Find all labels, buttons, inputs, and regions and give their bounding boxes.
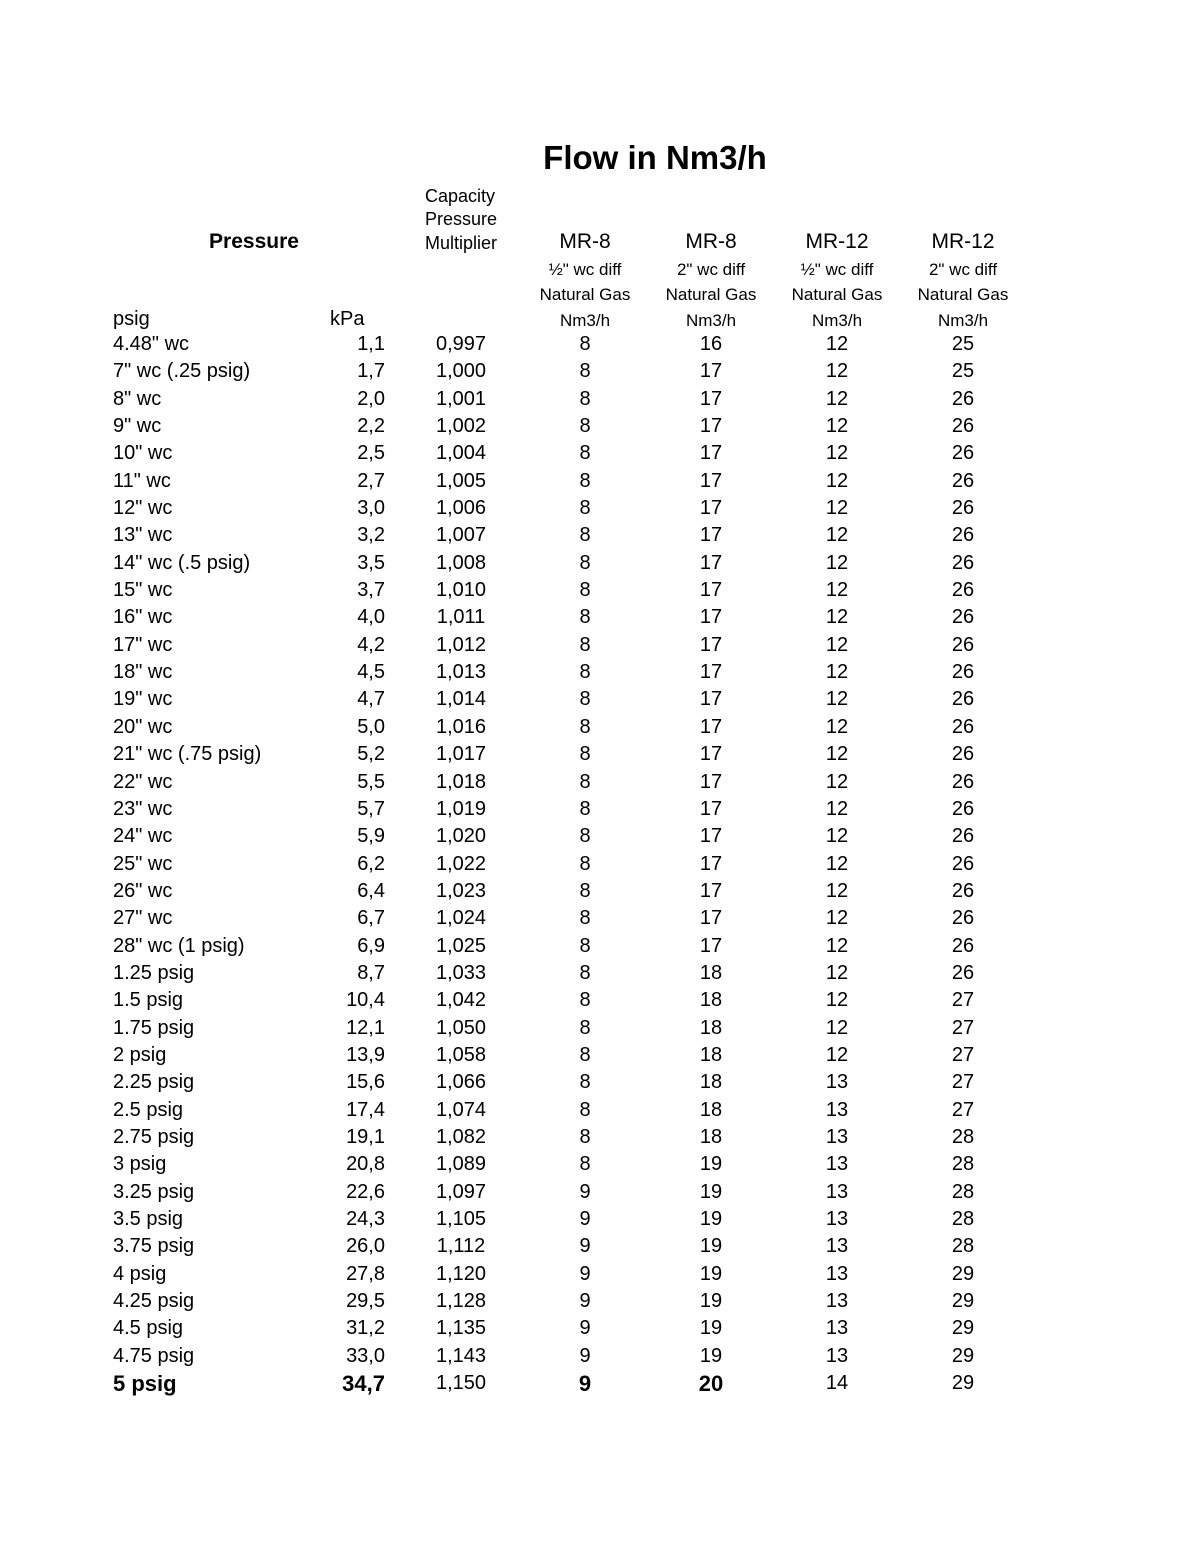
cell-mr12-2wc-flow: 26 [951,825,975,848]
cell-pressure-psig: 12" wc [113,497,173,520]
cell-pressure-kpa: 2,7 [357,469,385,492]
cell-mr12-half-wc-flow: 13 [825,1317,849,1340]
cell-mr12-half-wc-flow: 12 [825,770,849,793]
cell-mr8-half-wc-flow: 9 [579,1208,591,1230]
cell-pressure-psig: 23" wc [113,797,173,820]
cell-mr8-2wc-flow: 17 [699,633,723,656]
cell-mr12-2wc-flow: 27 [951,1098,975,1121]
cell-mr8-2wc-flow: 17 [699,743,723,766]
cell-mr12-2wc-flow: 29 [951,1262,975,1285]
cell-mr12-2wc-flow: 28 [951,1208,975,1230]
cell-capacity-multiplier: 1,020 [435,825,487,848]
cell-capacity-multiplier: 1,089 [435,1153,487,1176]
cell-mr12-2wc-flow: 26 [951,469,975,492]
cell-mr8-half-wc-flow: 8 [579,852,591,875]
cell-mr8-2wc-flow: 17 [699,579,723,602]
cell-pressure-psig: 4.5 psig [113,1317,184,1340]
cell-mr12-2wc-flow: 26 [951,497,975,520]
cell-pressure-kpa: 15,6 [346,1071,385,1094]
cell-mr12-2wc-flow: 27 [951,989,975,1012]
cell-capacity-multiplier: 0,997 [435,333,487,355]
psig-column-label: psig [113,308,150,330]
cell-mr12-half-wc-flow: 12 [825,715,849,738]
cell-mr12-half-wc-flow: 12 [825,387,849,410]
cell-mr8-2wc-flow: 20 [698,1371,724,1397]
column-header-mr8-half-diff: ½" wc diff [548,260,622,280]
cell-pressure-kpa: 2,5 [357,442,385,465]
column-header-mr8-half-model: MR-8 [559,229,611,253]
cell-mr8-2wc-flow: 18 [699,1043,723,1066]
cell-mr8-2wc-flow: 17 [699,934,723,957]
cell-pressure-kpa: 24,3 [346,1208,385,1230]
cell-pressure-kpa: 6,4 [357,879,385,902]
cell-mr8-2wc-flow: 19 [699,1153,723,1176]
cell-mr12-half-wc-flow: 13 [825,1071,849,1094]
cell-pressure-psig: 8" wc [113,387,162,410]
cell-mr12-half-wc-flow: 12 [825,907,849,930]
cell-mr8-half-wc-flow: 9 [579,1180,591,1203]
cell-pressure-kpa: 20,8 [346,1153,385,1176]
cell-capacity-multiplier: 1,002 [435,415,487,438]
cell-mr8-half-wc-flow: 8 [579,551,591,574]
cell-capacity-multiplier: 1,019 [435,797,487,820]
cell-mr8-half-wc-flow: 8 [579,879,591,902]
cell-mr8-2wc-flow: 19 [699,1262,723,1285]
cell-mr12-half-wc-flow: 12 [825,825,849,848]
cell-pressure-kpa: 5,9 [357,825,385,848]
cell-pressure-psig: 26" wc [113,879,173,902]
cell-capacity-multiplier: 1,050 [435,1016,487,1039]
cell-pressure-kpa: 4,5 [357,661,385,684]
cell-pressure-kpa: 5,5 [357,770,385,793]
cell-pressure-kpa: 4,2 [357,633,385,656]
cell-mr8-2wc-flow: 19 [699,1344,723,1367]
cell-mr12-half-wc-flow: 12 [825,360,849,383]
cell-mr12-half-wc-flow: 12 [825,442,849,465]
cell-mr8-2wc-flow: 18 [699,1125,723,1148]
column-header-mr8-2wc-gas: Natural Gas [665,285,757,305]
column-header-mr12-2wc-diff: 2" wc diff [928,260,998,280]
cell-mr8-half-wc-flow: 8 [579,606,591,629]
cell-mr8-half-wc-flow: 8 [579,387,591,410]
cell-mr12-half-wc-flow: 13 [825,1098,849,1121]
cell-mr8-half-wc-flow: 8 [579,333,591,355]
cell-capacity-multiplier: 1,150 [435,1372,487,1395]
page-title: Flow in Nm3/h [543,139,767,176]
column-header-mr8-2wc-diff: 2" wc diff [676,260,746,280]
cell-capacity-multiplier: 1,025 [435,934,487,957]
table-body [113,331,1026,1397]
cell-pressure-psig: 2.75 psig [113,1125,195,1148]
cell-mr12-2wc-flow: 26 [951,907,975,930]
cell-mr12-half-wc-flow: 14 [825,1372,849,1395]
cell-mr12-2wc-flow: 25 [951,333,975,355]
cell-mr8-2wc-flow: 17 [699,606,723,629]
cell-mr12-half-wc-flow: 13 [825,1180,849,1203]
cell-mr8-half-wc-flow: 9 [579,1344,591,1367]
cell-mr12-2wc-flow: 26 [951,633,975,656]
cell-capacity-multiplier: 1,014 [435,688,487,711]
cell-mr8-2wc-flow: 17 [699,524,723,547]
cell-mr12-2wc-flow: 26 [951,743,975,766]
cell-mr12-half-wc-flow: 12 [825,743,849,766]
cell-mr12-half-wc-flow: 12 [825,551,849,574]
cell-pressure-psig: 3.25 psig [113,1180,195,1203]
cell-capacity-multiplier: 1,042 [435,989,487,1012]
cell-mr8-2wc-flow: 17 [699,688,723,711]
cell-pressure-psig: 17" wc [113,633,173,656]
cell-pressure-psig: 24" wc [113,825,173,848]
cell-mr12-half-wc-flow: 12 [825,633,849,656]
cell-pressure-kpa: 3,5 [357,551,385,574]
cell-capacity-multiplier: 1,058 [435,1043,487,1066]
cell-mr8-half-wc-flow: 9 [579,1290,591,1313]
column-header-mr12-2wc-unit: Nm3/h [937,311,989,331]
cell-mr8-half-wc-flow: 8 [579,989,591,1012]
cell-mr8-2wc-flow: 18 [699,989,723,1012]
cell-capacity-multiplier: 1,008 [435,551,487,574]
cell-mr8-2wc-flow: 17 [699,661,723,684]
cell-mr12-half-wc-flow: 12 [825,989,849,1012]
cell-pressure-kpa: 1,7 [357,360,385,383]
cell-mr12-2wc-flow: 26 [951,879,975,902]
cell-mr8-2wc-flow: 19 [699,1317,723,1340]
cell-mr8-half-wc-flow: 9 [579,1235,591,1258]
cell-pressure-kpa: 1,1 [357,333,385,355]
cell-mr12-half-wc-flow: 12 [825,524,849,547]
cell-mr12-half-wc-flow: 13 [825,1344,849,1367]
cell-pressure-kpa: 22,6 [346,1180,385,1203]
cell-mr8-half-wc-flow: 8 [579,497,591,520]
cell-pressure-psig: 3.75 psig [113,1235,195,1258]
cell-capacity-multiplier: 1,097 [435,1180,487,1203]
cell-mr8-half-wc-flow: 8 [579,1043,591,1066]
cell-mr12-half-wc-flow: 12 [825,415,849,438]
column-header-mr12-half-model: MR-12 [805,229,869,253]
pressure-column-header: Pressure [209,229,299,253]
cell-capacity-multiplier: 1,033 [435,961,487,984]
column-header-mr8-half-gas: Natural Gas [539,285,631,305]
cell-mr12-half-wc-flow: 13 [825,1208,849,1230]
cell-mr8-2wc-flow: 19 [699,1208,723,1230]
cell-mr12-2wc-flow: 27 [951,1071,975,1094]
cell-mr12-half-wc-flow: 12 [825,1043,849,1066]
cell-pressure-psig: 5 psig [113,1371,177,1397]
cell-mr8-2wc-flow: 17 [699,551,723,574]
cell-mr8-2wc-flow: 18 [699,1098,723,1121]
cell-mr12-half-wc-flow: 12 [825,879,849,902]
cell-pressure-kpa: 34,7 [342,1371,385,1397]
cell-mr12-half-wc-flow: 13 [825,1235,849,1258]
cell-mr12-2wc-flow: 26 [951,606,975,629]
cell-pressure-kpa: 29,5 [346,1290,385,1313]
cell-pressure-psig: 1.25 psig [113,961,195,984]
cell-pressure-kpa: 27,8 [346,1262,385,1285]
cell-mr12-half-wc-flow: 12 [825,661,849,684]
cell-mr12-half-wc-flow: 12 [825,469,849,492]
cell-mr8-2wc-flow: 17 [699,497,723,520]
cell-pressure-psig: 4.25 psig [113,1290,195,1313]
cell-mr8-half-wc-flow: 8 [579,770,591,793]
cell-mr12-2wc-flow: 26 [951,715,975,738]
cell-pressure-psig: 10" wc [113,442,173,465]
cell-mr8-half-wc-flow: 8 [579,1016,591,1039]
cell-mr8-half-wc-flow: 8 [579,715,591,738]
cell-mr12-2wc-flow: 26 [951,551,975,574]
cell-mr12-half-wc-flow: 13 [825,1125,849,1148]
cell-capacity-multiplier: 1,143 [435,1344,487,1367]
cell-pressure-kpa: 3,2 [357,524,385,547]
cell-mr12-2wc-flow: 26 [951,579,975,602]
cell-pressure-psig: 18" wc [113,661,173,684]
cell-pressure-psig: 28" wc (1 psig) [113,934,245,957]
cell-pressure-kpa: 6,2 [357,852,385,875]
column-header-mr12-half-unit: Nm3/h [811,311,863,331]
cell-mr8-half-wc-flow: 8 [579,934,591,957]
cell-capacity-multiplier: 1,105 [435,1208,487,1230]
cell-pressure-kpa: 10,4 [346,989,385,1012]
cell-mr8-2wc-flow: 19 [699,1290,723,1313]
cell-mr8-half-wc-flow: 8 [579,415,591,438]
cell-capacity-multiplier: 1,007 [435,524,487,547]
cell-mr8-half-wc-flow: 9 [578,1371,592,1397]
cell-mr8-2wc-flow: 17 [699,442,723,465]
cell-capacity-multiplier: 1,135 [435,1317,487,1340]
column-header-mr8-2wc-model: MR-8 [685,229,737,253]
cell-capacity-multiplier: 1,082 [435,1125,487,1148]
cell-pressure-psig: 15" wc [113,579,173,602]
cell-capacity-multiplier: 1,074 [435,1098,487,1121]
cell-capacity-multiplier: 1,010 [435,579,487,602]
cell-mr12-half-wc-flow: 12 [825,579,849,602]
cell-pressure-kpa: 3,7 [357,579,385,602]
cell-mr12-2wc-flow: 26 [951,934,975,957]
cell-mr12-2wc-flow: 29 [951,1344,975,1367]
cell-mr12-2wc-flow: 28 [951,1153,975,1176]
cell-mr8-2wc-flow: 18 [699,1071,723,1094]
cell-pressure-kpa: 6,7 [357,907,385,930]
cell-pressure-kpa: 31,2 [346,1317,385,1340]
cell-capacity-multiplier: 1,066 [435,1071,487,1094]
cell-mr12-half-wc-flow: 12 [825,797,849,820]
column-header-mr8-half-unit: Nm3/h [559,311,611,331]
cell-mr12-half-wc-flow: 12 [825,934,849,957]
cell-mr12-2wc-flow: 29 [951,1372,975,1395]
cell-mr12-half-wc-flow: 13 [825,1153,849,1176]
cell-mr8-half-wc-flow: 8 [579,743,591,766]
cell-mr8-half-wc-flow: 8 [579,633,591,656]
cell-mr8-2wc-flow: 18 [699,1016,723,1039]
cell-mr12-half-wc-flow: 13 [825,1290,849,1313]
cell-mr12-2wc-flow: 27 [951,1043,975,1066]
cell-mr8-half-wc-flow: 8 [579,797,591,820]
table-header [113,183,1026,330]
cell-mr8-2wc-flow: 17 [699,387,723,410]
cell-capacity-multiplier: 1,005 [435,469,487,492]
cell-mr12-half-wc-flow: 12 [825,961,849,984]
cell-pressure-kpa: 12,1 [346,1016,385,1039]
column-header-mr8-2wc-unit: Nm3/h [685,311,737,331]
cell-pressure-psig: 3.5 psig [113,1208,184,1230]
cell-pressure-kpa: 4,0 [357,606,385,629]
cell-mr8-half-wc-flow: 8 [579,1071,591,1094]
cell-pressure-psig: 1.5 psig [113,989,184,1012]
capacity-multiplier-header-line3: Multiplier [425,233,498,254]
cell-mr12-half-wc-flow: 12 [825,333,849,355]
cell-mr12-2wc-flow: 26 [951,524,975,547]
cell-mr12-2wc-flow: 25 [951,360,975,383]
cell-mr8-half-wc-flow: 8 [579,1153,591,1176]
cell-capacity-multiplier: 1,022 [435,852,487,875]
cell-pressure-psig: 2 psig [113,1043,167,1066]
cell-capacity-multiplier: 1,112 [436,1235,486,1258]
cell-pressure-psig: 1.75 psig [113,1016,195,1039]
cell-mr8-2wc-flow: 17 [699,715,723,738]
cell-capacity-multiplier: 1,016 [435,715,487,738]
cell-mr12-half-wc-flow: 13 [825,1262,849,1285]
cell-capacity-multiplier: 1,120 [435,1262,487,1285]
cell-pressure-kpa: 5,0 [357,715,385,738]
cell-capacity-multiplier: 1,018 [435,770,487,793]
capacity-multiplier-header-line1: Capacity [425,186,496,207]
cell-mr12-half-wc-flow: 12 [825,852,849,875]
cell-pressure-psig: 9" wc [113,415,162,438]
cell-mr8-half-wc-flow: 8 [579,661,591,684]
cell-pressure-psig: 7" wc (.25 psig) [113,360,251,383]
cell-mr8-half-wc-flow: 8 [579,1125,591,1148]
cell-mr8-2wc-flow: 18 [699,961,723,984]
cell-mr12-2wc-flow: 28 [951,1125,975,1148]
cell-pressure-psig: 2.25 psig [113,1071,195,1094]
cell-capacity-multiplier: 1,023 [435,879,487,902]
cell-mr12-2wc-flow: 28 [951,1180,975,1203]
cell-capacity-multiplier: 1,011 [436,606,486,629]
cell-pressure-psig: 4.75 psig [113,1344,195,1367]
cell-mr8-half-wc-flow: 8 [579,442,591,465]
cell-mr12-2wc-flow: 26 [951,770,975,793]
cell-pressure-psig: 27" wc [113,907,173,930]
cell-pressure-psig: 22" wc [113,770,173,793]
cell-mr12-half-wc-flow: 12 [825,1016,849,1039]
cell-mr12-half-wc-flow: 12 [825,497,849,520]
cell-mr8-2wc-flow: 17 [699,879,723,902]
cell-mr12-2wc-flow: 26 [951,661,975,684]
cell-mr12-2wc-flow: 26 [951,797,975,820]
cell-pressure-kpa: 8,7 [357,961,385,984]
cell-mr8-half-wc-flow: 9 [579,1317,591,1340]
cell-pressure-kpa: 4,7 [357,688,385,711]
cell-pressure-psig: 4.48" wc [113,333,190,355]
cell-mr8-half-wc-flow: 8 [579,825,591,848]
cell-mr8-half-wc-flow: 8 [579,688,591,711]
kpa-column-label: kPa [330,308,365,330]
cell-pressure-kpa: 6,9 [357,934,385,957]
cell-pressure-kpa: 33,0 [346,1344,385,1367]
cell-pressure-psig: 3 psig [113,1153,167,1176]
cell-mr8-half-wc-flow: 9 [579,1262,591,1285]
cell-pressure-psig: 21" wc (.75 psig) [113,743,262,766]
cell-mr8-2wc-flow: 17 [699,415,723,438]
cell-mr12-2wc-flow: 27 [951,1016,975,1039]
cell-mr12-2wc-flow: 29 [951,1290,975,1313]
cell-mr12-2wc-flow: 28 [951,1235,975,1258]
cell-pressure-kpa: 17,4 [346,1098,385,1121]
cell-pressure-kpa: 3,0 [357,497,385,520]
cell-mr8-2wc-flow: 17 [699,852,723,875]
column-header-mr12-half-gas: Natural Gas [791,285,883,305]
cell-capacity-multiplier: 1,004 [435,442,487,465]
cell-mr8-2wc-flow: 17 [699,797,723,820]
cell-mr8-2wc-flow: 16 [699,333,723,355]
cell-mr12-2wc-flow: 29 [951,1317,975,1340]
cell-mr8-half-wc-flow: 8 [579,360,591,383]
cell-capacity-multiplier: 1,012 [435,633,487,656]
cell-mr8-2wc-flow: 17 [699,825,723,848]
cell-pressure-psig: 14" wc (.5 psig) [113,551,251,574]
cell-mr8-2wc-flow: 19 [699,1180,723,1203]
cell-pressure-kpa: 5,2 [357,743,385,766]
cell-pressure-psig: 25" wc [113,852,173,875]
cell-mr8-2wc-flow: 17 [699,907,723,930]
cell-pressure-psig: 4 psig [113,1262,167,1285]
cell-capacity-multiplier: 1,001 [435,387,487,410]
cell-pressure-psig: 2.5 psig [113,1098,184,1121]
cell-mr8-half-wc-flow: 8 [579,907,591,930]
cell-mr8-half-wc-flow: 8 [579,524,591,547]
column-header-mr12-2wc-gas: Natural Gas [917,285,1009,305]
cell-pressure-psig: 11" wc [113,469,171,492]
cell-mr8-half-wc-flow: 8 [579,961,591,984]
column-header-mr12-half-diff: ½" wc diff [800,260,874,280]
cell-capacity-multiplier: 1,017 [435,743,487,766]
capacity-multiplier-header-line2: Pressure [425,209,498,230]
cell-capacity-multiplier: 1,006 [435,497,487,520]
cell-pressure-kpa: 13,9 [346,1043,385,1066]
cell-mr8-half-wc-flow: 8 [579,579,591,602]
cell-pressure-kpa: 19,1 [346,1125,385,1148]
cell-mr12-half-wc-flow: 12 [825,606,849,629]
cell-pressure-kpa: 26,0 [346,1235,385,1258]
cell-mr12-2wc-flow: 26 [951,961,975,984]
cell-mr12-2wc-flow: 26 [951,415,975,438]
cell-mr8-half-wc-flow: 8 [579,1098,591,1121]
cell-mr12-2wc-flow: 26 [951,852,975,875]
cell-capacity-multiplier: 1,128 [435,1290,487,1313]
cell-pressure-kpa: 2,2 [357,415,385,438]
cell-mr12-2wc-flow: 26 [951,688,975,711]
cell-pressure-kpa: 5,7 [357,797,385,820]
cell-pressure-psig: 13" wc [113,524,173,547]
cell-mr8-2wc-flow: 17 [699,360,723,383]
cell-pressure-psig: 16" wc [113,606,173,629]
cell-pressure-psig: 19" wc [113,688,173,711]
cell-capacity-multiplier: 1,024 [435,907,487,930]
cell-mr12-half-wc-flow: 12 [825,688,849,711]
cell-capacity-multiplier: 1,013 [435,661,487,684]
cell-mr8-half-wc-flow: 8 [579,469,591,492]
cell-pressure-psig: 20" wc [113,715,173,738]
cell-mr8-2wc-flow: 19 [699,1235,723,1258]
column-header-mr12-2wc-model: MR-12 [931,229,995,253]
cell-mr8-2wc-flow: 17 [699,770,723,793]
cell-mr12-2wc-flow: 26 [951,387,975,410]
cell-capacity-multiplier: 1,000 [435,360,487,383]
cell-mr12-2wc-flow: 26 [951,442,975,465]
cell-pressure-kpa: 2,0 [357,387,385,410]
cell-mr8-2wc-flow: 17 [699,469,723,492]
